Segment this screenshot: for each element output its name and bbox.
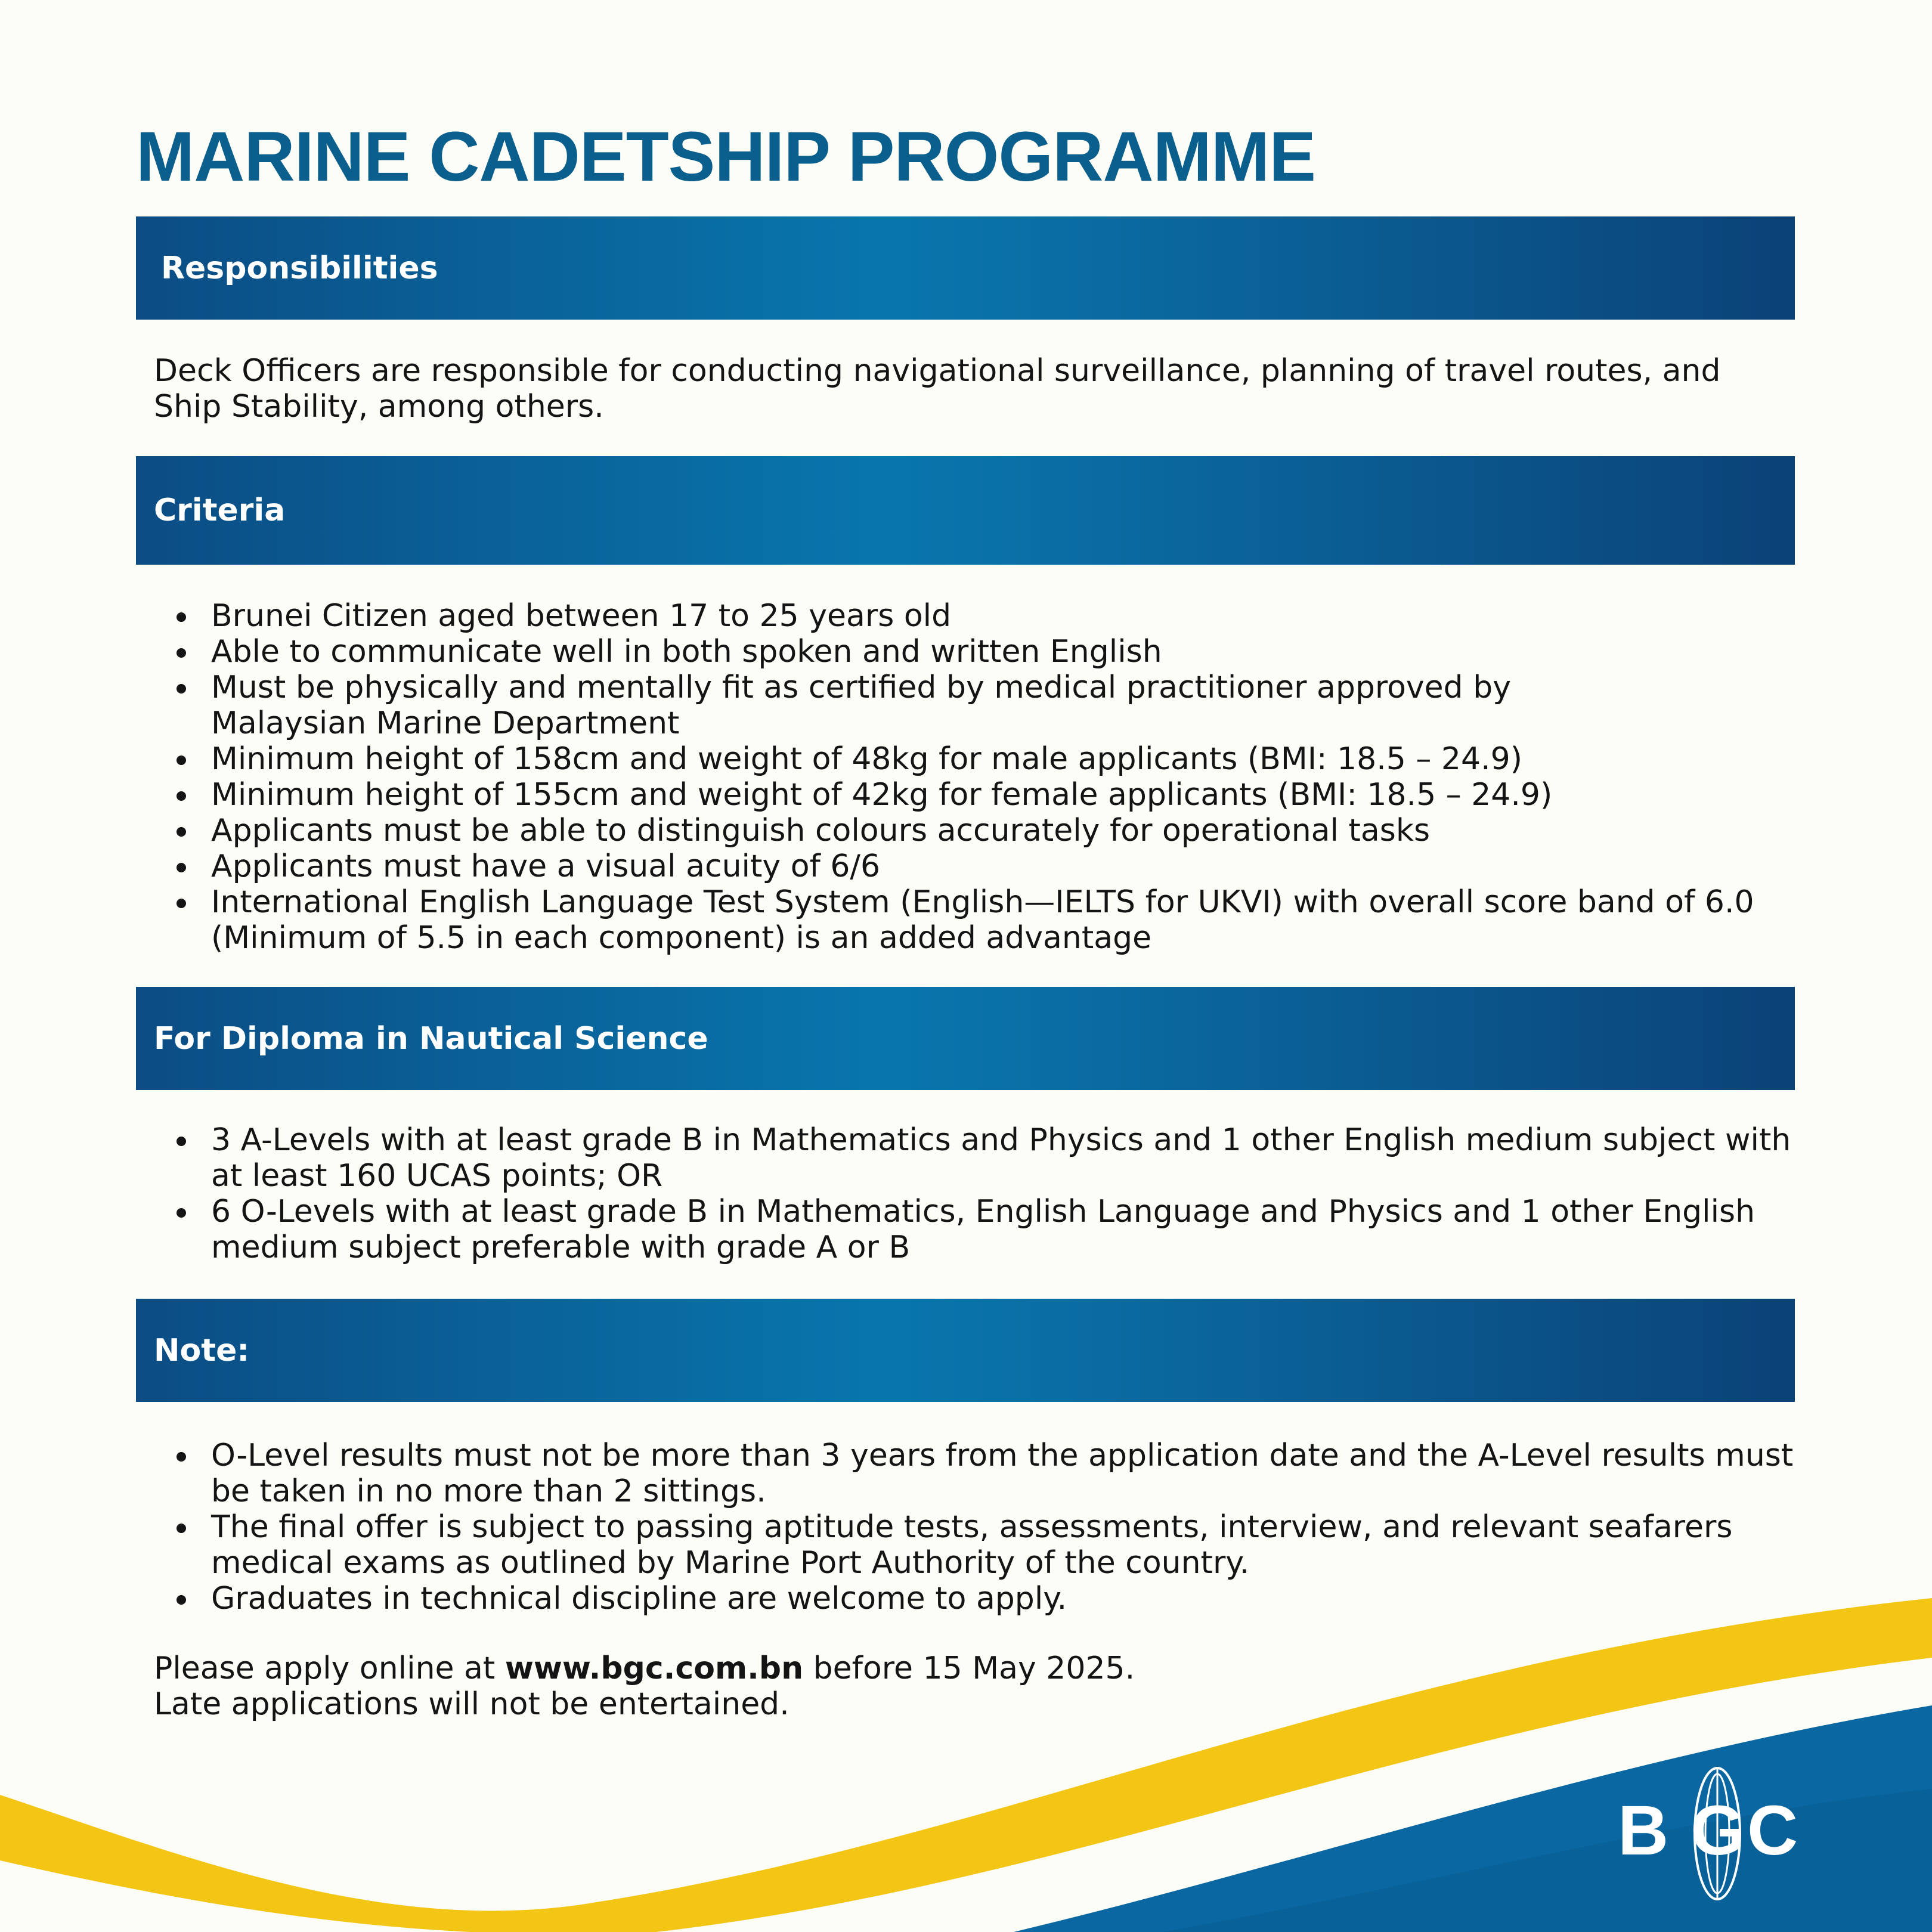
criteria-header — [136, 456, 1795, 565]
apply-text — [154, 1651, 1466, 1722]
page-title: MARINE CADETSHIP PROGRAMME — [136, 117, 1315, 196]
list-item: Applicants must be able to distinguish colours accurately for operational tasks — [154, 813, 1800, 849]
responsibilities-header-label: Responsibilities — [161, 250, 438, 286]
list-item: Minimum height of 158cm and weight of 48kg for male applicants (BMI: 18.5 – 24.9) — [154, 741, 1800, 777]
responsibilities-text: Deck Officers are responsible for conducting navigational surveillance, planning of travel routes, and Ship Stability, among others. — [154, 353, 1721, 425]
diploma-list — [154, 1122, 1800, 1265]
list-item: International English Language Test System (English—IELTS for UKVI) with overall score band of 6.0 (Minimum of 5.5 in each component) is an added advantage — [154, 884, 1800, 956]
late-notice: Late applications will not be entertained. — [154, 1686, 789, 1722]
note-header-label: Note: — [154, 1332, 250, 1368]
list-item: Able to communicate well in both spoken and written English — [154, 634, 1800, 670]
list-item: Minimum height of 155cm and weight of 42kg for female applicants (BMI: 18.5 – 24.9) — [154, 777, 1800, 813]
list-item: O-Level results must not be more than 3 years from the application date and the A-Level results must be taken in no more than 2 sittings. — [154, 1438, 1800, 1509]
diploma-header-label: For Diploma in Nautical Science — [154, 1020, 708, 1057]
note-list — [154, 1438, 1800, 1617]
list-item: Must be physically and mentally fit as certified by medical practitioner approved by Malaysian Marine Department — [154, 670, 1800, 741]
logo-letter-g: G — [1690, 1791, 1745, 1870]
list-item: 3 A-Levels with at least grade B in Mathematics and Physics and 1 other English medium subject with at least 160 UCAS points; OR — [154, 1122, 1800, 1194]
logo-letter-b: B — [1618, 1791, 1669, 1870]
criteria-header-label: Criteria — [154, 493, 286, 528]
list-item: Brunei Citizen aged between 17 to 25 years old — [154, 598, 1800, 634]
responsibilities-header — [136, 216, 1795, 320]
diploma-header — [136, 987, 1795, 1090]
criteria-list — [154, 598, 1800, 956]
apply-link[interactable]: www.bgc.com.bn — [504, 1651, 804, 1686]
note-header — [136, 1299, 1795, 1402]
bgc-logo — [1613, 1765, 1810, 1902]
apply-suffix: before 15 May 2025. — [813, 1651, 1135, 1686]
apply-prefix: Please apply online at — [154, 1651, 496, 1686]
list-item: Applicants must have a visual acuity of 6/6 — [154, 849, 1800, 884]
logo-letter-c: C — [1747, 1791, 1798, 1870]
list-item: Graduates in technical discipline are welcome to apply. — [154, 1581, 1800, 1617]
list-item: 6 O-Levels with at least grade B in Mathematics, English Language and Physics and 1 other English medium subject preferable with grade A or B — [154, 1194, 1800, 1265]
list-item: The final offer is subject to passing aptitude tests, assessments, interview, and relevant seafarers medical exams as outlined by Marine Port Authority of the country. — [154, 1509, 1800, 1581]
